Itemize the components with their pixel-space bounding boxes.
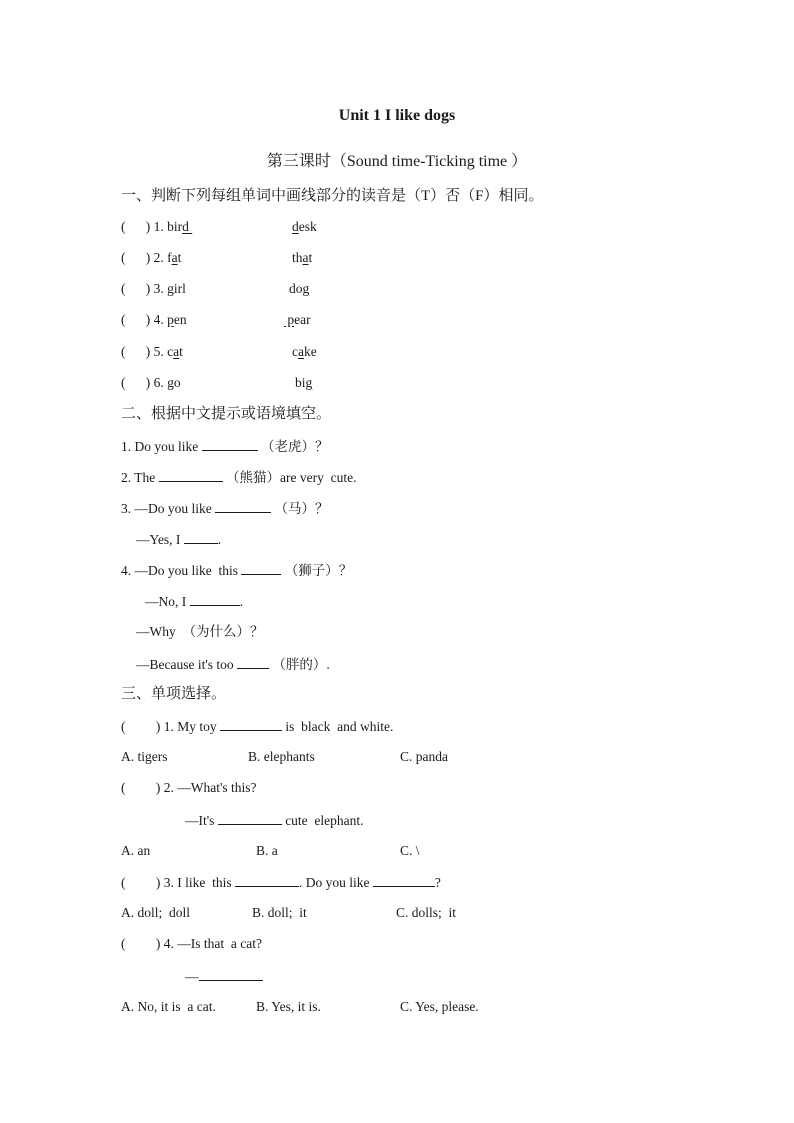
page-title: Unit 1 I like dogs <box>338 107 456 124</box>
option-a[interactable]: A. No, it is a cat. <box>121 999 216 1014</box>
judge-item-second-word: dog <box>289 281 310 296</box>
answer-blank[interactable] <box>237 655 269 669</box>
mc-question-2: ( ) 2. —What's this? <box>121 780 257 795</box>
judge-item-first-word: ( ) 4. pen <box>121 312 187 327</box>
page-subtitle: 第三课时（Sound time-Ticking time ） <box>266 153 528 170</box>
mc-question-4: ( ) 4. —Is that a cat? <box>121 936 262 951</box>
judge-item-second-word: desk <box>292 219 317 234</box>
judge-item-first-word: ( ) 6. go <box>121 375 181 390</box>
option-a[interactable]: A. tigers <box>121 749 168 764</box>
option-c[interactable]: C. \ <box>400 843 420 858</box>
answer-blank[interactable] <box>241 561 281 575</box>
fill-line-4: 4. —Do you like this （狮子）？ <box>121 563 353 578</box>
answer-blank[interactable] <box>202 437 258 451</box>
option-b[interactable]: B. a <box>256 843 278 858</box>
option-a[interactable]: A. doll; doll <box>121 905 191 920</box>
fill-line-4-because: —Because it's too （胖的）. <box>136 657 330 672</box>
answer-blank[interactable] <box>159 468 223 482</box>
mc-question-2-reply: —It's cute elephant. <box>185 813 364 828</box>
judge-item-first-word: ( ) 3. girl <box>121 281 186 296</box>
answer-blank[interactable] <box>220 717 282 731</box>
fill-line-3: 3. —Do you like （马）？ <box>121 501 329 516</box>
judge-item-second-word: pear <box>284 312 311 327</box>
judge-item-first-word: ( ) 1. bird <box>121 219 193 234</box>
judge-item-second-word: cake <box>292 344 317 359</box>
answer-blank[interactable] <box>373 873 435 887</box>
fill-line-3-reply: —Yes, I . <box>136 532 222 547</box>
fill-line-4-why: —Why （为什么）？ <box>136 624 264 639</box>
answer-blank[interactable] <box>218 811 282 825</box>
option-c[interactable]: C. dolls; it <box>396 905 457 920</box>
option-b[interactable]: B. elephants <box>248 749 315 764</box>
mc-question-4-reply: — <box>185 967 263 986</box>
option-c[interactable]: C. Yes, please. <box>400 999 479 1014</box>
answer-blank[interactable] <box>199 967 263 981</box>
option-b[interactable]: B. Yes, it is. <box>256 999 321 1014</box>
judge-item-second-word: that <box>292 250 313 265</box>
part2-heading: 二、根据中文提示或语境填空。 <box>121 406 332 422</box>
part3-heading: 三、单项选择。 <box>121 686 227 702</box>
answer-blank[interactable] <box>215 499 271 513</box>
answer-blank[interactable] <box>184 530 218 544</box>
fill-line-4-reply: —No, I . <box>145 594 243 609</box>
part1-heading: 一、判断下列每组单词中画线部分的读音是（T）否（F）相同。 <box>121 188 544 204</box>
fill-line-2: 2. The （熊猫）are very cute. <box>121 470 357 485</box>
judge-item-first-word: ( ) 5. cat <box>121 344 183 359</box>
answer-blank[interactable] <box>190 592 240 606</box>
fill-line-1: 1. Do you like （老虎）？ <box>121 439 329 454</box>
option-a[interactable]: A. an <box>121 843 151 858</box>
mc-question-3: ( ) 3. I like this . Do you like ? <box>121 875 441 890</box>
option-b[interactable]: B. doll; it <box>252 905 307 920</box>
answer-blank[interactable] <box>235 873 299 887</box>
option-c[interactable]: C. panda <box>400 749 448 764</box>
judge-item-first-word: ( ) 2. fat <box>121 250 182 265</box>
mc-question-1: ( ) 1. My toy is black and white. <box>121 719 394 734</box>
judge-item-second-word: big <box>295 375 313 390</box>
